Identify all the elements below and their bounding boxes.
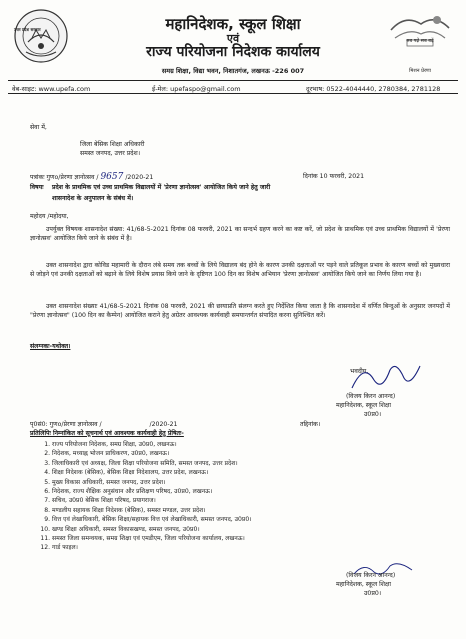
handwritten-signature-icon	[346, 358, 426, 394]
copy-reference	[30, 421, 177, 429]
salutation: सेवा में,	[30, 124, 47, 131]
mission-caption: मिशन प्रेरणा	[409, 68, 431, 74]
mission-prerna-logo-icon	[385, 8, 455, 54]
list-item: 11. समस्त जिला समन्वयक, समग्र शिक्षा एवं एमडीएम, जिला परियोजना कार्यालय, लखनऊ।	[52, 534, 452, 543]
signatory-state: उ0प्र0।	[364, 411, 382, 418]
list-item: 7. सचिव, उ0प्र0 बेसिक शिक्षा परिषद, प्रयागराज।	[52, 496, 452, 505]
list-item: 8. मण्डलीय सहायक शिक्षा निदेशक (बेसिक), समस्त मण्डल, उत्तर प्रदेश।	[52, 506, 452, 515]
paragraph-text: उक्त शासनादेश संख्याः 41/68-5-2021 दिनांक 08 फरवरी, 2021 की छायाप्रति संलग्न करते हुए निर्देशित किया जाता है कि शासनादेश में वर्णित बिन्दुओं के अनुसार जनपदों में "प्रेरणा ज्ञानोत्सव" (100 दिन का कैम्पेन) आयोजित कराने हेतु अग्रेतर आवश्यक कार्यवाही समयान्तर्गत संपादित करना सुनिश्चित करें।	[30, 303, 450, 319]
office-address: समग्र शिक्षा, विद्या भवन, निशातगंज, लखनऊ -226 007	[161, 67, 305, 75]
reference-handwritten-number: 9657	[100, 172, 124, 182]
copy-date: तद्दिनांक।	[300, 421, 321, 428]
copy-reference-prefix: पृ0सं0: गुणo/प्रेरणा ज्ञानोत्सव /	[30, 421, 102, 428]
list-item: 10. खण्ड शिक्षा अधिकारी, समस्त विकासखण्ड, समस्त जनपद, उ0प्र0।	[52, 525, 452, 534]
paragraph-text: उक्त शासनादेश द्वारा कोविड महामारी के दौरान लंबे समय तक बच्चों के लिये विद्यालय बंद होने के कारण उनकी दक्षताओं पर पड़ने वाले प्रतिकूल प्रभाव के कारण बच्चों को मुख्यधारा से जोड़ने एवं उनकी दक्षताओं को बढ़ाने के लिये विशेष प्रयास किये जाने के दृष्टिगत 100 दिन का विशेष अभियान 'प्रेरणा ज्ञानोत्सव' आयोजित किये जाने का निर्णय लिया गया है।	[30, 262, 450, 278]
mission-prerna-logo	[385, 8, 455, 78]
date-value: 10 फरवरी, 2021	[319, 173, 365, 180]
reference-number	[30, 173, 153, 182]
paragraph-text: उपर्युक्त विषयक शासनादेश संख्या: 41/68-5-2021 दिनांक 08 फरवरी, 2021 का सन्दर्भ ग्रहण करने का कष्ट करें, जो प्रदेश के प्राथमिक एवं उच्च प्राथमिक विद्यालयों में 'प्रेरणा ज्ञानोत्सव' आयोजित किये जाने के संबंध में है।	[30, 226, 450, 242]
reference-suffix: /2020-21	[125, 174, 154, 181]
signatory-name: (विजय किरन आनन्द)	[346, 572, 396, 579]
email-text: ई-मेल: upefaspo@gmail.com	[152, 85, 241, 93]
body-paragraph-2	[30, 262, 450, 280]
body-paragraph-3	[30, 303, 450, 321]
office-title: महानिदेशक, स्कूल शिक्षा	[165, 15, 301, 33]
copy-recipient-list	[38, 440, 452, 553]
reference-prefix: पत्रांकः गुणo/प्रेरणा ज्ञानोत्सव /	[30, 174, 99, 181]
signatory-state: उ0प्र0।	[364, 590, 382, 597]
body-paragraph-1	[30, 226, 450, 244]
copy-reference-suffix: /2020-21	[149, 421, 178, 428]
signature-block	[336, 356, 450, 422]
phone-text: दूरभाष: 0522-4044440, 2780384, 2781128	[306, 85, 441, 93]
list-item: 2. निदेशक, मध्याह्न भोजन प्राधिकरण, उ0प्र0, लखनऊ।	[52, 449, 452, 458]
list-item: 4. शिक्षा निदेशक (बेसिक), बेसिक शिक्षा निदेशालय, उत्तर प्रदेश, लखनऊ।	[52, 468, 452, 477]
contact-divider	[8, 93, 458, 94]
list-item: 9. वित्त एवं लेखाधिकारी, बेसिक शिक्षा/सहायक वित्त एवं लेखाधिकारी, समस्त जनपद, उ0प्र0।	[52, 515, 452, 524]
copy-heading: प्रतिलिपिः निम्नांकित को सूचनार्थ एवं आवश्यक कार्यवाही हेतु प्रेषितः-	[30, 430, 184, 437]
list-item: 6. निदेशक, राज्य शैक्षिक अनुसंधान और प्रशिक्षण परिषद, उ0प्र0, लखनऊ।	[52, 487, 452, 496]
signatory-designation: महानिदेशक, स्कूल शिक्षा	[336, 581, 391, 588]
list-item: 1. राज्य परियोजना निदेशक, समग्र शिक्षा, उ0प्र0, लखनऊ।	[52, 440, 452, 449]
website-text: वेब-साइट: www.upefa.com	[12, 85, 91, 93]
subject-line2: शासनादेश के अनुपालन के संबंध में।	[52, 195, 134, 202]
subject-line1: प्रदेश के प्राथमिक एवं उच्च प्राथमिक विद्यालयों में 'प्रेरणा ज्ञानोत्सव' आयोजित किये जाने हेतु जारी	[52, 184, 271, 191]
office-subtitle: राज्य परियोजना निदेशक कार्यालय	[146, 44, 320, 60]
signature-prefix: भवदीय,	[350, 368, 369, 375]
signature-block-copy	[330, 566, 450, 616]
signatory-name: (विजय किरन आनन्द)	[346, 393, 396, 400]
greeting: महोदय /महोदया,	[30, 213, 69, 220]
letterhead-divider	[8, 80, 458, 81]
signatory-designation: महानिदेशक, स्कूल शिक्षा	[336, 402, 391, 409]
list-item: 5. मुख्य विकास अधिकारी, समस्त जनपद, उत्तर प्रदेश।	[52, 478, 452, 487]
subject-label: विषयः	[30, 184, 44, 191]
date-label: दिनांक	[303, 173, 318, 180]
mission-tagline: सब पढ़ें सब बढ़ें	[406, 39, 434, 44]
recipient-line2: समस्त जनपद, उत्तर प्रदेश।	[80, 150, 141, 157]
recipient-line1: जिला बेसिक शिक्षा अधिकारी	[80, 141, 145, 148]
enclosure-note: संलग्नकः-यथोक्त।	[30, 343, 71, 350]
list-item: 3. जिलाधिकारी एवं अध्यक्ष, जिला शिक्षा परियोजना समिति, समस्त जनपद, उत्तर प्रदेश।	[52, 459, 452, 468]
emblem-text: उत्तर प्रदेश सरकार	[14, 27, 41, 32]
letter-date	[303, 173, 364, 181]
list-item: 12. गार्ड फाइल।	[52, 543, 452, 552]
office-title-connector: एवं	[226, 32, 240, 45]
